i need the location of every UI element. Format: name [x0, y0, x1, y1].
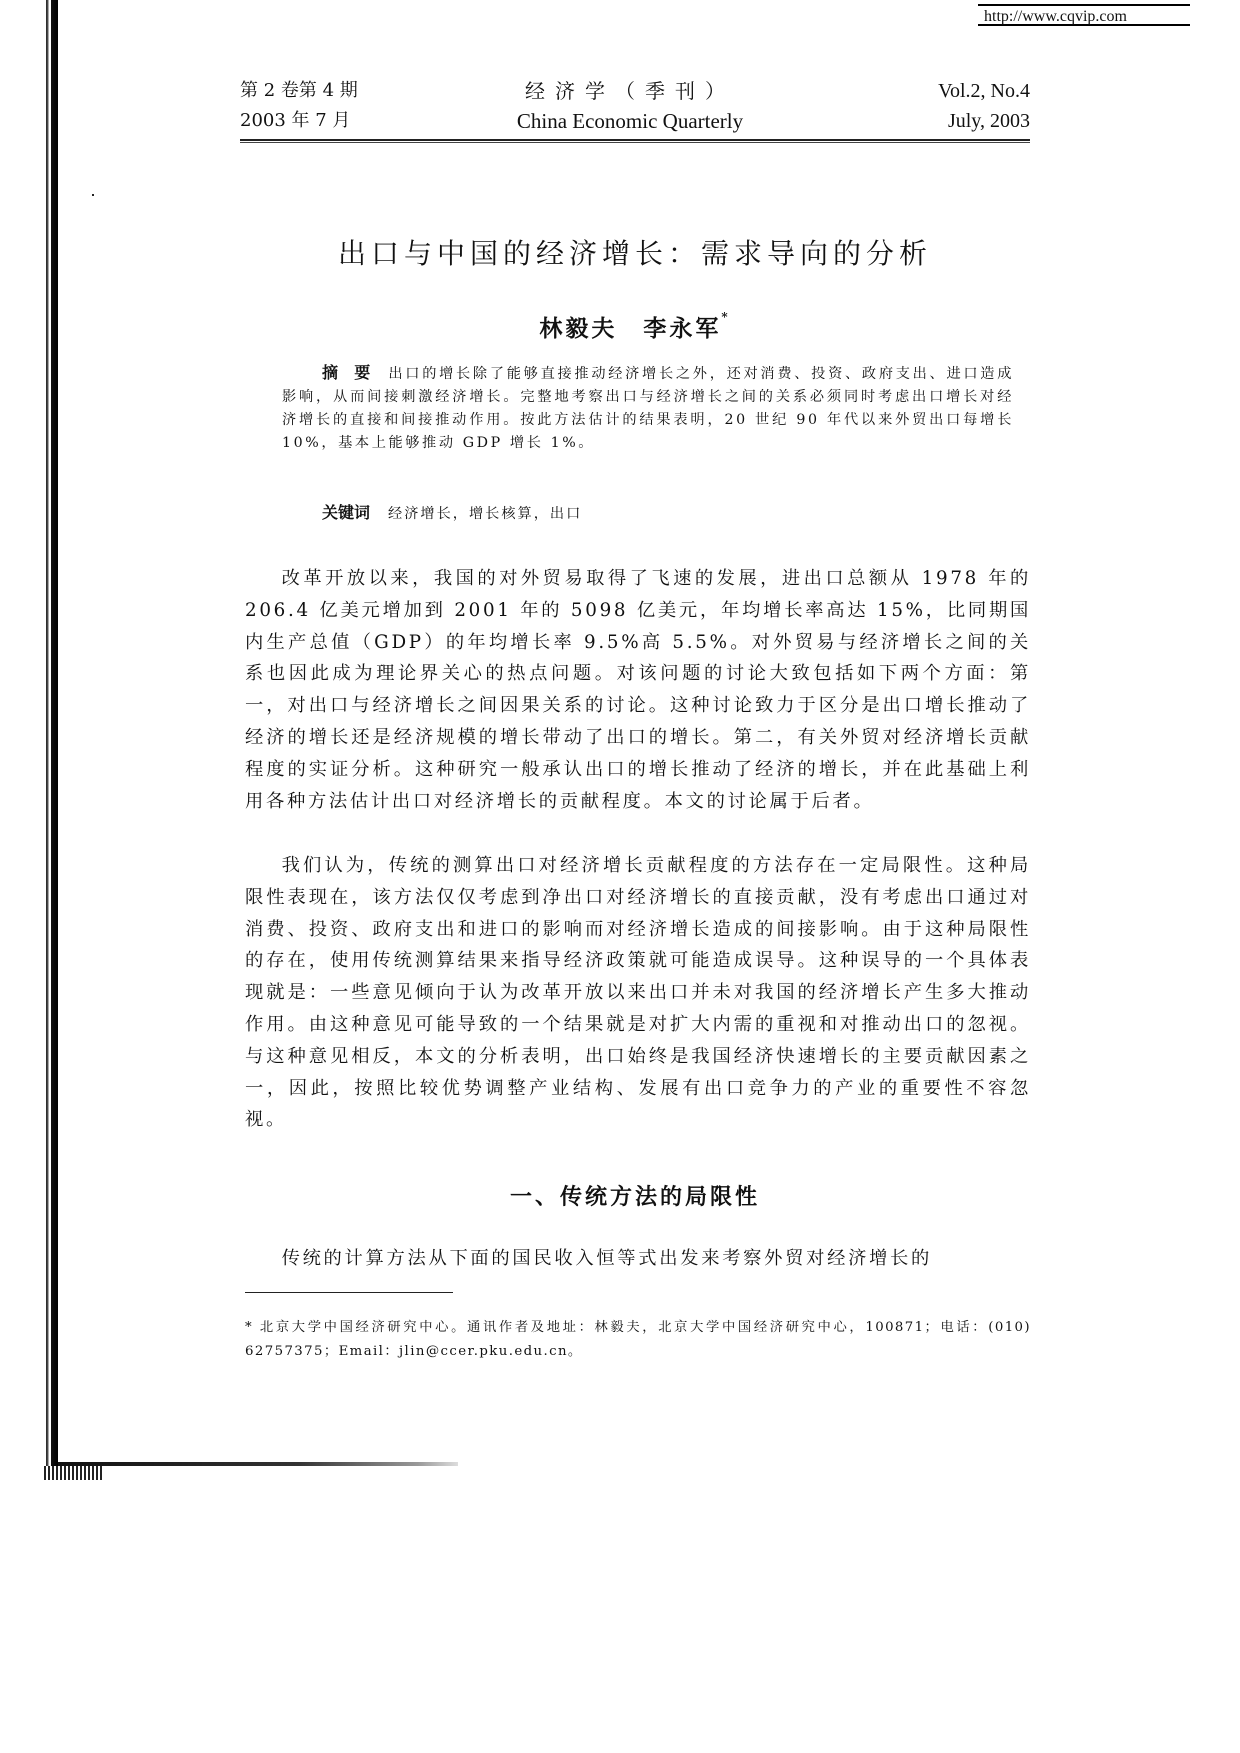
- source-url-stamp[interactable]: http://www.cqvip.com: [978, 4, 1190, 26]
- journal-name-cn: 经济学（季刊）: [525, 79, 735, 103]
- keywords-label: 关键词: [322, 503, 371, 522]
- scan-speck: [92, 194, 94, 196]
- keywords-text: 经济增长，增长核算，出口: [388, 506, 583, 522]
- footnote: * 北京大学中国经济研究中心。通讯作者及地址：林毅夫，北京大学中国经济研究中心，100871；电话：(010) 62757375；Email：jlin@ccer.pku.edu.cn。: [245, 1320, 1031, 1359]
- footnote-rule: [245, 1292, 453, 1293]
- journal-name-en: China Economic Quarterly: [516, 109, 744, 133]
- scan-binding-marks: [44, 1466, 104, 1480]
- article-title: 出口与中国的经济增长：需求导向的分析: [337, 237, 932, 270]
- body-paragraph: [245, 563, 1031, 817]
- scan-binding-edge: [44, 0, 58, 1480]
- date-cn: 2003 年 7 月: [240, 110, 351, 131]
- author-names: 林毅夫 李永军: [539, 315, 722, 342]
- volume-issue-cn: 第 2 卷第 4 期: [240, 80, 358, 101]
- section-heading: 一、传统方法的局限性: [509, 1184, 760, 1210]
- date-en: July, 2003: [947, 110, 1030, 132]
- abstract-text: 出口的增长除了能够直接推动经济增长之外，还对消费、投资、政府支出、进口造成影响，从而间接刺激经济增长。完整地考察出口与经济增长之间的关系必须同时考虑出口增长对经济增长的直接和间接推动作用。按此方法估计的结果表明，20 世纪 90 年代以来外贸出口每增长 10%，基本上能够推动 GDP 增长 1%。: [282, 366, 1014, 451]
- body-paragraph: [245, 850, 1031, 1136]
- paragraph-text: 传统的计算方法从下面的国民收入恒等式出发来考察外贸对经济增长的: [281, 1248, 933, 1269]
- paragraph-text: 改革开放以来，我国的对外贸易取得了飞速的发展，进出口总额从 1978 年的 206.4 亿美元增加到 2001 年的 5098 亿美元，年均增长率高达 15%，比同期国内生产总值（GDP）的年均增长率 9.5%高 5.5%。对外贸易与经济增长之间的关系也因此成为理论界关心的热点问题。对该问题的讨论大致包括如下两个方面：第一，对出口与经济增长之间因果关系的讨论。这种讨论致力于区分是出口增长推动了经济的增长还是经济规模的增长带动了出口的增长。第二，有关外贸对经济增长贡献程度的实证分析。这种研究一般承认出口的增长推动了经济的增长，并在此基础上利用各种方法估计出口对经济增长的贡献程度。本文的讨论属于后者。: [245, 568, 1031, 812]
- authors: [240, 310, 1030, 343]
- paragraph-text: 我们认为，传统的测算出口对经济增长贡献程度的方法存在一定局限性。这种局限性表现在，该方法仅仅考虑到净出口对经济增长的直接贡献，没有考虑出口通过对消费、投资、政府支出和进口的影响而对经济增长造成的间接影响。由于这种局限性的存在，使用传统测算结果来指导经济政策就可能造成误导。这种误导的一个具体表现就是：一些意见倾向于认为改革开放以来出口并未对我国的经济增长产生多大推动作用。由这种意见可能导致的一个结果就是对扩大内需的重视和对推动出口的忽视。与这种意见相反，本文的分析表明，出口始终是我国经济快速增长的主要贡献因素之一，因此，按照比较优势调整产业结构、发展有出口竞争力的产业的重要性不容忽视。: [245, 855, 1031, 1131]
- author-footnote-mark[interactable]: *: [721, 310, 731, 324]
- issue-info: [240, 76, 358, 136]
- scan-binding-shadow: [58, 1462, 458, 1466]
- abstract: [282, 361, 1014, 455]
- journal-name: [490, 76, 770, 136]
- abstract-label: 摘 要: [322, 363, 371, 382]
- volume-issue-en: Vol.2, No.4: [938, 80, 1030, 102]
- running-header: [240, 76, 1030, 142]
- header-rule: [240, 139, 1030, 143]
- body-paragraph: [245, 1243, 1031, 1275]
- keywords: [322, 500, 582, 523]
- issue-info-en: [938, 76, 1030, 136]
